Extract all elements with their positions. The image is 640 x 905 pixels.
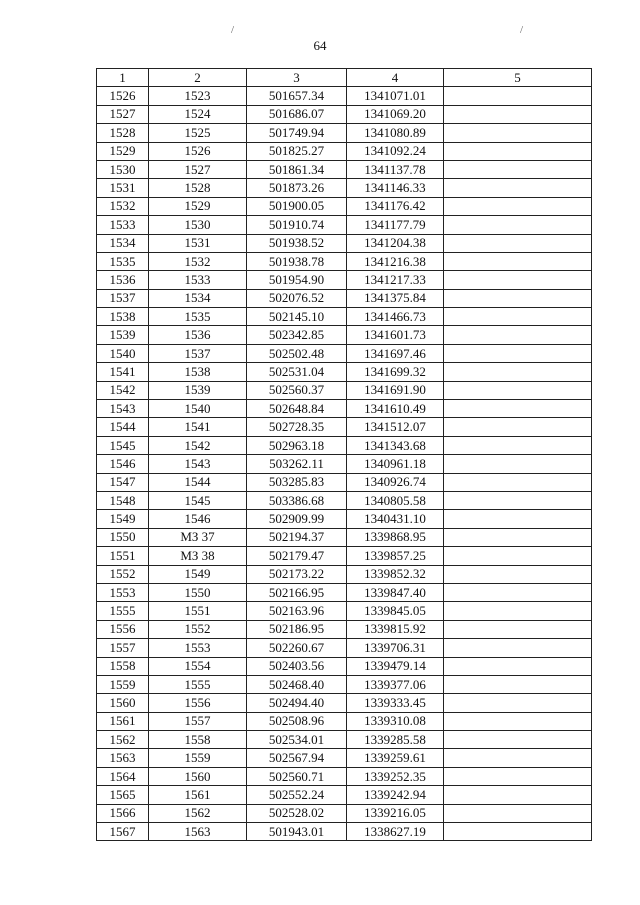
table-cell: 1340961.18 bbox=[347, 455, 444, 473]
table-row bbox=[97, 675, 592, 693]
table-cell: 1557 bbox=[149, 712, 247, 730]
table-row bbox=[97, 786, 592, 804]
table-cell: 1341092.24 bbox=[347, 142, 444, 160]
table-cell: 1339845.05 bbox=[347, 602, 444, 620]
table-row bbox=[97, 271, 592, 289]
table-cell: 1339216.05 bbox=[347, 804, 444, 822]
table-row bbox=[97, 436, 592, 454]
table-cell: 1538 bbox=[149, 363, 247, 381]
table-cell: 1341610.49 bbox=[347, 400, 444, 418]
table-cell: 1537 bbox=[97, 289, 149, 307]
table-cell bbox=[444, 712, 592, 730]
table-cell: 1553 bbox=[149, 639, 247, 657]
table-cell bbox=[444, 142, 592, 160]
table-cell bbox=[444, 418, 592, 436]
table-cell: 1528 bbox=[97, 124, 149, 142]
table-cell: 502468.40 bbox=[247, 675, 347, 693]
table-cell: 1556 bbox=[97, 620, 149, 638]
table-row bbox=[97, 731, 592, 749]
table-cell bbox=[444, 455, 592, 473]
table-cell: 1340926.74 bbox=[347, 473, 444, 491]
table-cell: 502508.96 bbox=[247, 712, 347, 730]
table-cell: 1340805.58 bbox=[347, 491, 444, 509]
table-cell: 502173.22 bbox=[247, 565, 347, 583]
table-cell: 1552 bbox=[97, 565, 149, 583]
table-cell: 1539 bbox=[149, 381, 247, 399]
table-row bbox=[97, 216, 592, 234]
table-cell: 1546 bbox=[149, 510, 247, 528]
table-cell: 501900.05 bbox=[247, 197, 347, 215]
table-row bbox=[97, 289, 592, 307]
table-cell: 1551 bbox=[149, 602, 247, 620]
table-cell: 1534 bbox=[149, 289, 247, 307]
table-row bbox=[97, 160, 592, 178]
table-cell: 502909.99 bbox=[247, 510, 347, 528]
coordinates-table bbox=[96, 68, 592, 841]
table-row bbox=[97, 694, 592, 712]
column-header: 5 bbox=[444, 69, 592, 87]
table-cell: 1551 bbox=[97, 547, 149, 565]
table-cell: 1554 bbox=[149, 657, 247, 675]
table-cell: МЗ 37 bbox=[149, 528, 247, 546]
table-cell: 1555 bbox=[149, 675, 247, 693]
table-cell: 1540 bbox=[149, 400, 247, 418]
table-cell bbox=[444, 216, 592, 234]
table-cell: 1341601.73 bbox=[347, 326, 444, 344]
table-cell: 1341146.33 bbox=[347, 179, 444, 197]
table-cell: 1565 bbox=[97, 786, 149, 804]
table-cell bbox=[444, 731, 592, 749]
table-row bbox=[97, 197, 592, 215]
table-cell: 1525 bbox=[149, 124, 247, 142]
table-cell: 501954.90 bbox=[247, 271, 347, 289]
table-cell: 1538 bbox=[97, 308, 149, 326]
table-cell: МЗ 38 bbox=[149, 547, 247, 565]
table-cell: 1339706.31 bbox=[347, 639, 444, 657]
table-cell: 1341375.84 bbox=[347, 289, 444, 307]
table-cell: 502560.37 bbox=[247, 381, 347, 399]
table-cell: 502728.35 bbox=[247, 418, 347, 436]
table-cell: 1341069.20 bbox=[347, 105, 444, 123]
table-cell: 1545 bbox=[149, 491, 247, 509]
table-cell bbox=[444, 271, 592, 289]
table-cell: 1339252.35 bbox=[347, 767, 444, 785]
table-row bbox=[97, 804, 592, 822]
table-cell: 502403.56 bbox=[247, 657, 347, 675]
table-cell bbox=[444, 639, 592, 657]
column-header: 1 bbox=[97, 69, 149, 87]
table-row bbox=[97, 473, 592, 491]
table-cell: 501938.78 bbox=[247, 252, 347, 270]
table-cell bbox=[444, 344, 592, 362]
table-cell bbox=[444, 436, 592, 454]
table-cell: 1543 bbox=[149, 455, 247, 473]
table-cell: 502494.40 bbox=[247, 694, 347, 712]
table-cell bbox=[444, 381, 592, 399]
table-row bbox=[97, 234, 592, 252]
table-row bbox=[97, 528, 592, 546]
table-cell: 502145.10 bbox=[247, 308, 347, 326]
table-cell: 1562 bbox=[97, 731, 149, 749]
table-cell: 1543 bbox=[97, 400, 149, 418]
table-cell: 501657.34 bbox=[247, 87, 347, 105]
table-cell: 1560 bbox=[149, 767, 247, 785]
table-cell: 1558 bbox=[97, 657, 149, 675]
table-cell: 1341137.78 bbox=[347, 160, 444, 178]
table-cell: 503386.68 bbox=[247, 491, 347, 509]
table-cell: 1549 bbox=[149, 565, 247, 583]
table-cell bbox=[444, 510, 592, 528]
table-cell: 1341217.33 bbox=[347, 271, 444, 289]
table-cell bbox=[444, 804, 592, 822]
page-number: 64 bbox=[313, 38, 327, 53]
column-header: 4 bbox=[347, 69, 444, 87]
table-cell: 1527 bbox=[97, 105, 149, 123]
table-cell bbox=[444, 197, 592, 215]
table-cell bbox=[444, 308, 592, 326]
table-cell: 501825.27 bbox=[247, 142, 347, 160]
table-cell: 1341177.79 bbox=[347, 216, 444, 234]
table-cell: 1546 bbox=[97, 455, 149, 473]
table-cell: 1341466.73 bbox=[347, 308, 444, 326]
table-cell: 501938.52 bbox=[247, 234, 347, 252]
table-cell: 1564 bbox=[97, 767, 149, 785]
table-cell: 1559 bbox=[149, 749, 247, 767]
table-cell: 502342.85 bbox=[247, 326, 347, 344]
table-cell: 1531 bbox=[97, 179, 149, 197]
table-row bbox=[97, 749, 592, 767]
table-cell bbox=[444, 583, 592, 601]
table-cell: 1539 bbox=[97, 326, 149, 344]
table-row bbox=[97, 620, 592, 638]
table-cell bbox=[444, 491, 592, 509]
table-cell bbox=[444, 234, 592, 252]
table-cell bbox=[444, 289, 592, 307]
table-cell: 502560.71 bbox=[247, 767, 347, 785]
table-row bbox=[97, 308, 592, 326]
table-cell: 1544 bbox=[97, 418, 149, 436]
table-cell: 502179.47 bbox=[247, 547, 347, 565]
table-cell: 501943.01 bbox=[247, 823, 347, 841]
table-cell: 1560 bbox=[97, 694, 149, 712]
table-cell: 1339479.14 bbox=[347, 657, 444, 675]
table-cell: 1540 bbox=[97, 344, 149, 362]
table-cell: 501873.26 bbox=[247, 179, 347, 197]
table-cell: 1556 bbox=[149, 694, 247, 712]
table-cell: 1548 bbox=[97, 491, 149, 509]
table-cell: 1537 bbox=[149, 344, 247, 362]
table-cell: 1542 bbox=[97, 381, 149, 399]
table-cell: 1523 bbox=[149, 87, 247, 105]
table-row bbox=[97, 510, 592, 528]
table-cell: 503285.83 bbox=[247, 473, 347, 491]
table-cell bbox=[444, 823, 592, 841]
table-cell: 1339333.45 bbox=[347, 694, 444, 712]
table-cell bbox=[444, 767, 592, 785]
table-cell: 1563 bbox=[97, 749, 149, 767]
table-cell: 1530 bbox=[149, 216, 247, 234]
table-cell: 502260.67 bbox=[247, 639, 347, 657]
table-cell: 1527 bbox=[149, 160, 247, 178]
table-cell: 502502.48 bbox=[247, 344, 347, 362]
table-row bbox=[97, 583, 592, 601]
table-cell: 1341080.89 bbox=[347, 124, 444, 142]
corner-mark-right: / bbox=[520, 24, 524, 36]
table-cell: 1534 bbox=[97, 234, 149, 252]
table-cell bbox=[444, 528, 592, 546]
table-cell: 1339815.92 bbox=[347, 620, 444, 638]
table-cell: 1341216.38 bbox=[347, 252, 444, 270]
table-cell: 1547 bbox=[97, 473, 149, 491]
table-cell: 1339310.08 bbox=[347, 712, 444, 730]
table-cell: 1558 bbox=[149, 731, 247, 749]
table-cell: 1535 bbox=[97, 252, 149, 270]
table-cell: 1341071.01 bbox=[347, 87, 444, 105]
table-cell: 503262.11 bbox=[247, 455, 347, 473]
table-cell: 1562 bbox=[149, 804, 247, 822]
table-cell: 1341204.38 bbox=[347, 234, 444, 252]
table-row bbox=[97, 565, 592, 583]
table-cell bbox=[444, 326, 592, 344]
table-cell: 1339377.06 bbox=[347, 675, 444, 693]
table-row bbox=[97, 124, 592, 142]
table-cell: 1341343.68 bbox=[347, 436, 444, 454]
table-cell: 1339868.95 bbox=[347, 528, 444, 546]
table-cell: 502567.94 bbox=[247, 749, 347, 767]
table-row bbox=[97, 491, 592, 509]
table-cell: 1566 bbox=[97, 804, 149, 822]
table-row bbox=[97, 105, 592, 123]
table-cell bbox=[444, 547, 592, 565]
table-row bbox=[97, 142, 592, 160]
table-cell: 501749.94 bbox=[247, 124, 347, 142]
table-cell: 1536 bbox=[97, 271, 149, 289]
table-row bbox=[97, 418, 592, 436]
table-cell: 1549 bbox=[97, 510, 149, 528]
table-cell bbox=[444, 694, 592, 712]
table-cell bbox=[444, 179, 592, 197]
table-cell: 502552.24 bbox=[247, 786, 347, 804]
table-row bbox=[97, 381, 592, 399]
table-cell bbox=[444, 363, 592, 381]
table-cell: 502648.84 bbox=[247, 400, 347, 418]
table-row bbox=[97, 87, 592, 105]
table-cell: 501861.34 bbox=[247, 160, 347, 178]
table-cell: 1341176.42 bbox=[347, 197, 444, 215]
table-cell bbox=[444, 620, 592, 638]
table-cell: 1339242.94 bbox=[347, 786, 444, 804]
table-row bbox=[97, 363, 592, 381]
table-cell bbox=[444, 252, 592, 270]
table-cell: 1557 bbox=[97, 639, 149, 657]
table-cell: 1532 bbox=[97, 197, 149, 215]
table-row bbox=[97, 179, 592, 197]
corner-mark-left: / bbox=[231, 24, 235, 36]
table-cell: 1559 bbox=[97, 675, 149, 693]
table-cell: 1528 bbox=[149, 179, 247, 197]
table-cell bbox=[444, 786, 592, 804]
table-row bbox=[97, 547, 592, 565]
table-cell: 1532 bbox=[149, 252, 247, 270]
table-cell: 1541 bbox=[149, 418, 247, 436]
table-cell: 1553 bbox=[97, 583, 149, 601]
table-cell: 1533 bbox=[149, 271, 247, 289]
column-header: 3 bbox=[247, 69, 347, 87]
table-cell: 1526 bbox=[149, 142, 247, 160]
table-row bbox=[97, 455, 592, 473]
table-cell: 1529 bbox=[97, 142, 149, 160]
table-cell: 1542 bbox=[149, 436, 247, 454]
table-cell: 502076.52 bbox=[247, 289, 347, 307]
table-cell: 1545 bbox=[97, 436, 149, 454]
table-cell bbox=[444, 160, 592, 178]
table-cell bbox=[444, 602, 592, 620]
table-cell: 1341691.90 bbox=[347, 381, 444, 399]
table-cell bbox=[444, 675, 592, 693]
table-cell: 501686.07 bbox=[247, 105, 347, 123]
table-row bbox=[97, 712, 592, 730]
table-cell bbox=[444, 657, 592, 675]
table-cell: 1341699.32 bbox=[347, 363, 444, 381]
table-cell: 502534.01 bbox=[247, 731, 347, 749]
table-cell bbox=[444, 473, 592, 491]
table-cell bbox=[444, 565, 592, 583]
header-row bbox=[97, 69, 592, 87]
table-row bbox=[97, 823, 592, 841]
table-cell: 1340431.10 bbox=[347, 510, 444, 528]
table-cell bbox=[444, 87, 592, 105]
table-row bbox=[97, 400, 592, 418]
table-cell: 1338627.19 bbox=[347, 823, 444, 841]
table-cell bbox=[444, 124, 592, 142]
table-cell: 1526 bbox=[97, 87, 149, 105]
table-cell: 502531.04 bbox=[247, 363, 347, 381]
table-row bbox=[97, 767, 592, 785]
table-row bbox=[97, 657, 592, 675]
table-cell: 1563 bbox=[149, 823, 247, 841]
table-cell: 1531 bbox=[149, 234, 247, 252]
table-cell bbox=[444, 400, 592, 418]
table-cell: 1552 bbox=[149, 620, 247, 638]
table-cell: 1561 bbox=[149, 786, 247, 804]
table-cell: 502194.37 bbox=[247, 528, 347, 546]
table-cell: 501910.74 bbox=[247, 216, 347, 234]
table-cell: 1535 bbox=[149, 308, 247, 326]
table-cell: 1555 bbox=[97, 602, 149, 620]
table-cell bbox=[444, 749, 592, 767]
table-cell: 502166.95 bbox=[247, 583, 347, 601]
table-cell: 1524 bbox=[149, 105, 247, 123]
table-cell bbox=[444, 105, 592, 123]
table-cell: 1550 bbox=[149, 583, 247, 601]
table-cell: 1544 bbox=[149, 473, 247, 491]
table-cell: 1536 bbox=[149, 326, 247, 344]
table-cell: 1339857.25 bbox=[347, 547, 444, 565]
table-cell: 1339852.32 bbox=[347, 565, 444, 583]
table-cell: 1341697.46 bbox=[347, 344, 444, 362]
table-cell: 502528.02 bbox=[247, 804, 347, 822]
table-cell: 1561 bbox=[97, 712, 149, 730]
table-row bbox=[97, 252, 592, 270]
table-cell: 1567 bbox=[97, 823, 149, 841]
table-row bbox=[97, 639, 592, 657]
table-cell: 1541 bbox=[97, 363, 149, 381]
table-cell: 1339847.40 bbox=[347, 583, 444, 601]
column-header: 2 bbox=[149, 69, 247, 87]
table-body bbox=[97, 87, 592, 841]
table-row bbox=[97, 344, 592, 362]
table-cell: 502186.95 bbox=[247, 620, 347, 638]
table-cell: 1550 bbox=[97, 528, 149, 546]
table-cell: 1339285.58 bbox=[347, 731, 444, 749]
table-cell: 1339259.61 bbox=[347, 749, 444, 767]
table-cell: 502163.96 bbox=[247, 602, 347, 620]
table-cell: 1533 bbox=[97, 216, 149, 234]
table-cell: 502963.18 bbox=[247, 436, 347, 454]
table-cell: 1530 bbox=[97, 160, 149, 178]
table-cell: 1341512.07 bbox=[347, 418, 444, 436]
table-row bbox=[97, 602, 592, 620]
table-row bbox=[97, 326, 592, 344]
table-cell: 1529 bbox=[149, 197, 247, 215]
